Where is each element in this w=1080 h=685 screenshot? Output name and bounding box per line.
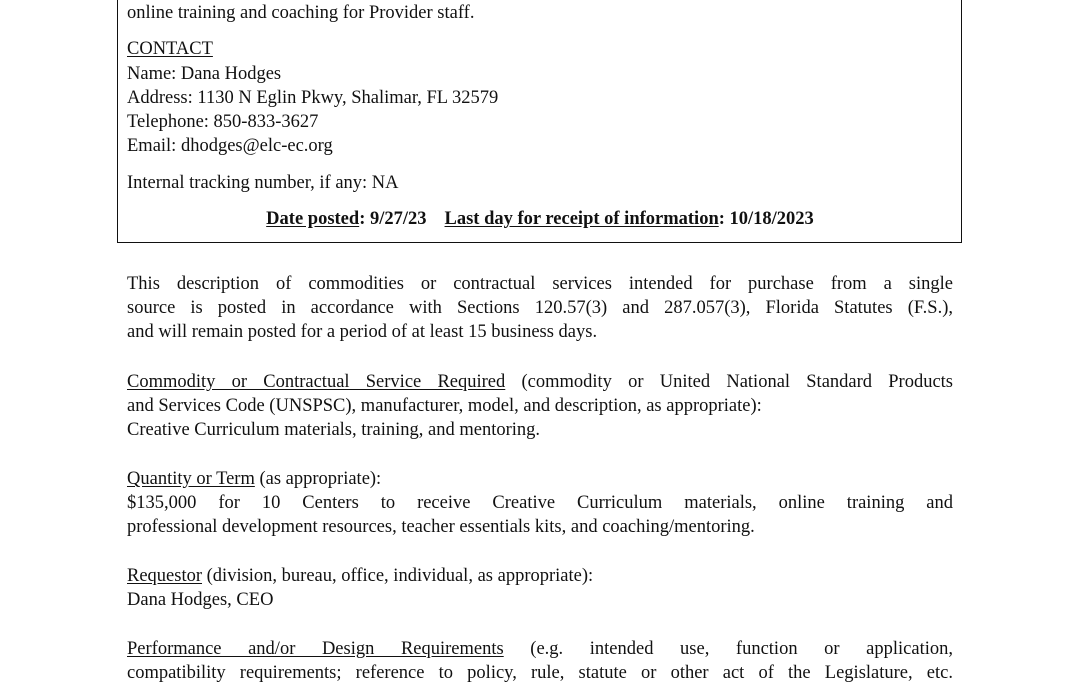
commodity-line-3: Creative Curriculum materials, training, and mentoring. <box>127 420 541 440</box>
performance-section <box>127 637 953 685</box>
performance-line-2: compatibility requirements; reference to policy, rule, statute or other act of the Legislature, etc. <box>127 663 953 683</box>
contact-email: Email: dhodges@elc-ec.org <box>127 136 333 156</box>
commodity-line-1: Commodity or Contractual Service Required (commodity or United National Standard Products <box>127 372 953 392</box>
commodity-heading: Commodity or Contractual Service Required <box>127 372 506 392</box>
contact-telephone: Telephone: 850-833-3627 <box>127 112 319 132</box>
commodity-line-2: and Services Code (UNSPSC), manufacturer, model, and description, as appropriate): <box>127 396 762 416</box>
notice-paragraph <box>127 272 953 344</box>
notice-line-2: source is posted in accordance with Sections 120.57(3) and 287.057(3), Florida Statutes (F.S.), <box>127 298 953 318</box>
performance-heading: Performance and/or Design Requirements <box>127 639 504 659</box>
posting-dates <box>0 207 1080 231</box>
quantity-line-1: $135,000 for 10 Centers to receive Creative Curriculum materials, online training and <box>127 493 953 513</box>
contact-name: Name: Dana Hodges <box>127 64 282 84</box>
requestor-heading-line: Requestor (division, bureau, office, individual, as appropriate): <box>127 566 594 586</box>
intro-tail-text: online training and coaching for Provider staff. <box>127 3 475 23</box>
requestor-name: Dana Hodges, CEO <box>127 590 274 610</box>
tracking-number: Internal tracking number, if any: NA <box>127 173 399 193</box>
commodity-section <box>127 370 953 442</box>
quantity-line-2: professional development resources, teacher essentials kits, and coaching/mentoring. <box>127 517 755 537</box>
quantity-section <box>127 467 953 539</box>
requestor-heading: Requestor <box>127 566 203 586</box>
quantity-heading-line: Quantity or Term (as appropriate): <box>127 469 382 489</box>
requestor-section <box>127 564 953 612</box>
last-day-label: Last day for receipt of information <box>444 209 719 229</box>
notice-line-1: This description of commodities or contractual services intended for purchase from a single <box>127 274 953 294</box>
date-posted-value: : 9/27/23 <box>359 209 427 229</box>
quantity-heading: Quantity or Term <box>127 469 255 489</box>
notice-line-3: and will remain posted for a period of at least 15 business days. <box>127 322 598 342</box>
last-day-value: : 10/18/2023 <box>718 209 814 229</box>
performance-line-1: Performance and/or Design Requirements (e.g. intended use, function or application, <box>127 639 953 659</box>
contact-heading: CONTACT <box>127 39 213 59</box>
contact-address: Address: 1130 N Eglin Pkwy, Shalimar, FL 32579 <box>127 88 499 108</box>
date-posted-label: Date posted <box>266 209 360 229</box>
